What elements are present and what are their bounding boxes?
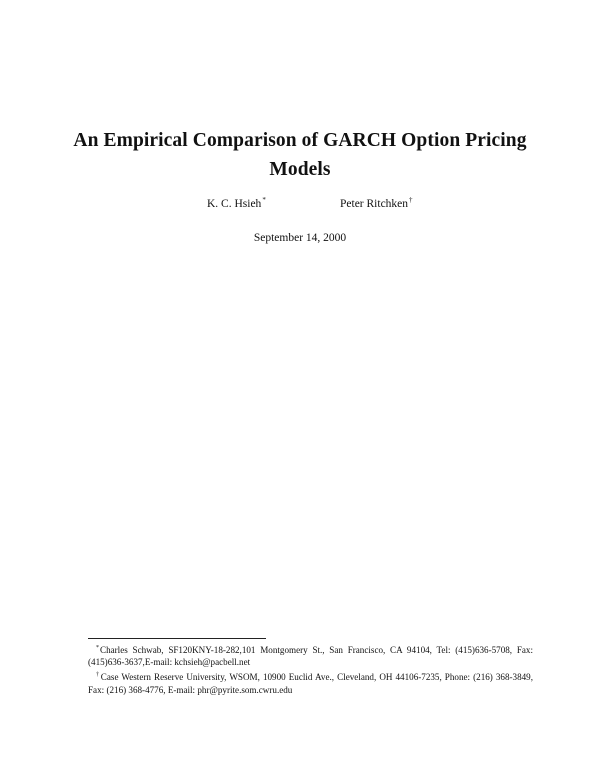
footnote-ritchken xyxy=(88,669,533,695)
author-name: Peter Ritchken xyxy=(340,198,409,210)
publication-date: September 14, 2000 xyxy=(253,232,347,244)
footnote-mark: * xyxy=(96,645,99,651)
author-name: K. C. Hsieh xyxy=(207,198,262,210)
footnotes xyxy=(88,642,533,697)
footnote-text: Case Western Reserve University, WSOM, 10900 Euclid Ave., Cleveland, OH 44106-7235, Phone: (216) 368-3849, Fax: (216) 368-4776, E-mail: phr@pyrite.som.cwru.edu xyxy=(88,672,534,695)
paper-title: An Empirical Comparison of GARCH Option Pricing Models xyxy=(73,130,527,180)
footnote-marker: † xyxy=(409,196,413,204)
footnote-hsieh xyxy=(88,642,533,668)
author-ritchken xyxy=(340,196,413,210)
footnote-divider xyxy=(88,638,266,639)
footnote-marker: * xyxy=(262,196,266,204)
footnote-text: Charles Schwab, SF120KNY-18-282,101 Montgomery St., San Francisco, CA 94104, Tel: (415)636-5708, Fax:(415)636-3637,E-mail: kchsieh@pacbell.net xyxy=(88,645,533,668)
footnote-mark: † xyxy=(96,672,100,679)
author-line xyxy=(0,196,600,216)
author-hsieh xyxy=(207,196,266,210)
